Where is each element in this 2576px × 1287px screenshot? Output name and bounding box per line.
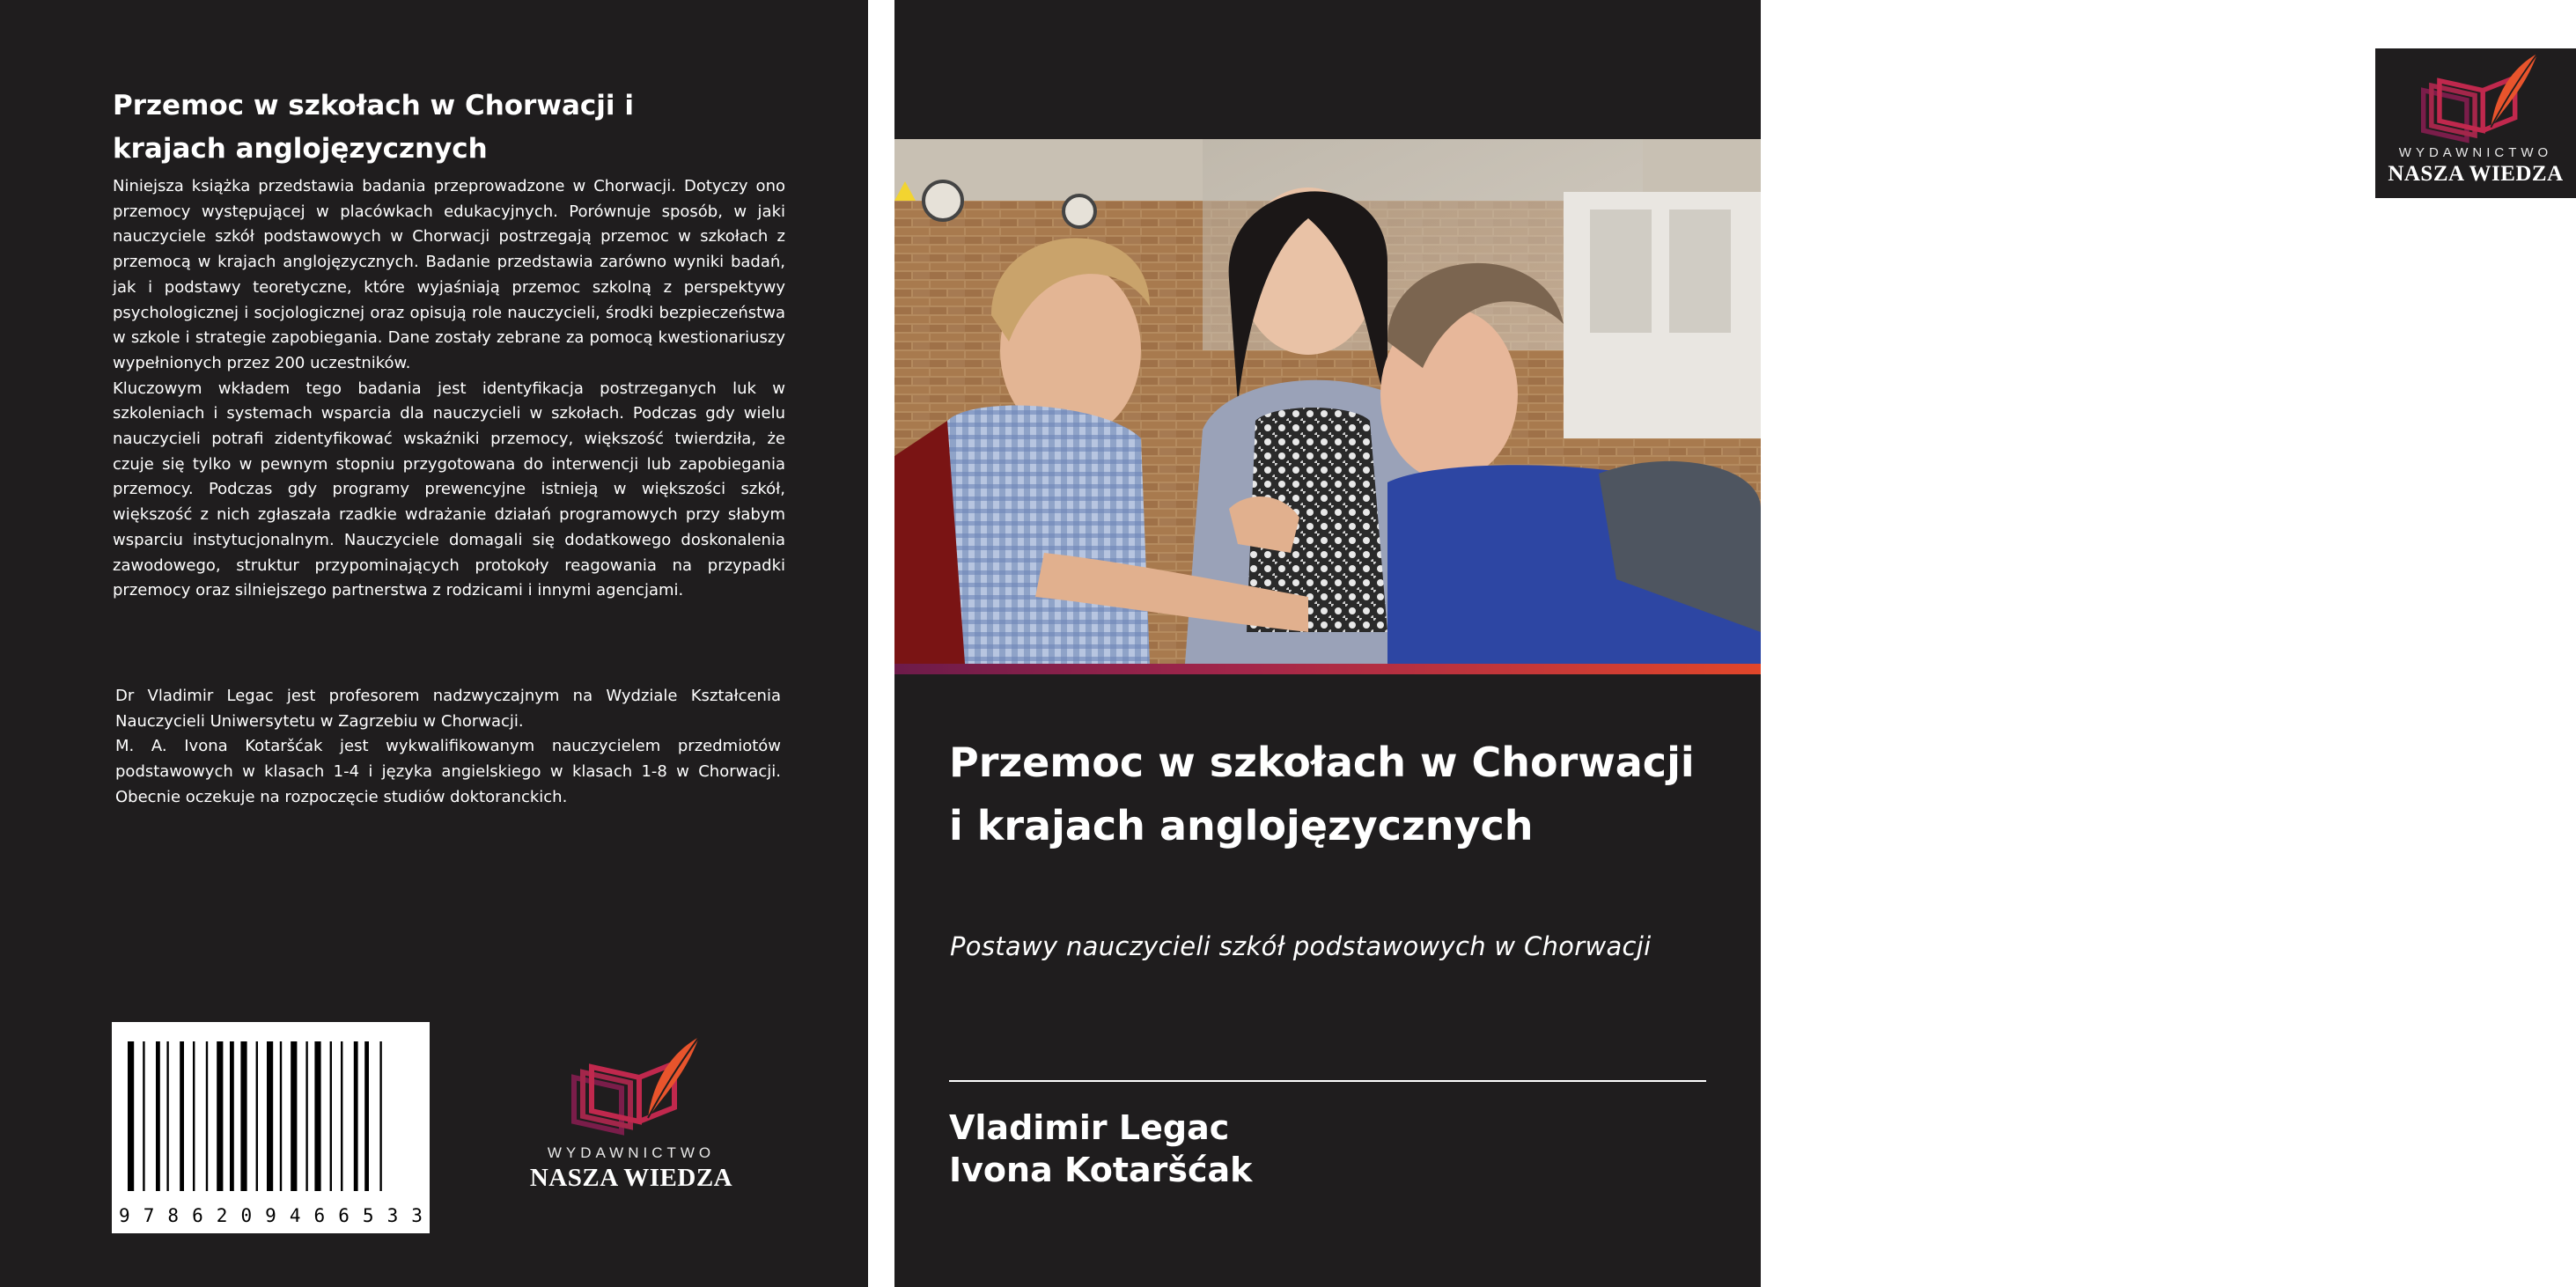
barcode-bar [364,1041,369,1191]
front-cover [894,0,2564,1287]
barcode-bar [193,1041,195,1191]
barcode-digit: 4 [289,1205,301,1226]
publisher-logo [521,1032,741,1199]
bio-paragraph: Dr Vladimir Legac jest profesorem nadzwyczajnym na Wydziale Kształcenia Nauczycieli Uniwersytetu w Zagrzebiu w Chorwacji. [115,687,781,731]
barcode-digits [119,1205,423,1226]
barcode-bar [280,1041,282,1191]
front-cover-title: Przemoc w szkołach w Chorwacji i krajach anglojęzycznych [949,739,1695,849]
barcode-bar [156,1041,160,1191]
book-feather-icon [2375,48,2576,145]
publisher-name: NASZA WIEDZA [2388,162,2564,186]
back-cover-title: Przemoc w szkołach w Chorwacji i krajach anglojęzycznych [113,90,634,165]
barcode-digit: 3 [411,1205,423,1226]
accent-stripe [894,664,1761,674]
barcode-bar [354,1041,358,1191]
barcode-bar [166,1041,168,1191]
publisher-name: NASZA WIEDZA [529,1164,733,1192]
front-cover-subtitle: Postawy nauczycieli szkół podstawowych w Chorwacji [950,931,1652,961]
barcode-bar [341,1041,342,1191]
barcode-bar [230,1041,234,1191]
publisher-logo [2375,48,2576,198]
publisher-word: WYDAWNICTWO [547,1144,716,1161]
publisher-word: WYDAWNICTWO [2398,145,2553,160]
barcode-bar [305,1041,307,1191]
barcode-digit: 9 [119,1205,130,1226]
description-paragraph: Niniejsza książka przedstawia badania przeprowadzone w Chorwacji. Dotyczy ono przemocy występującej w placówkach edukacyjnych. Porównuje sposób, w jaki nauczyciele szkół podstawowych w Chorwacji postrzegają przemoc w szkołach z przemocą w krajach anglojęzycznych. Badanie przedstawia zarówno wyniki badań, jak i podstawy teoretyczne, które wyjaśniają przemoc szkolną z perspektywy psychologicznej i socjologicznej oraz opisują role nauczycieli, środki bezpieczeństwa w szkole i strategie zapobiegania. Dane zostały zebrane za pomocą kwestionariuszy wypełnionych przez 200 uczestników. [113,177,785,372]
barcode-bar [206,1041,208,1191]
authors [949,1107,1706,1191]
back-cover-description [113,174,785,604]
barcode-digit: 5 [362,1205,374,1226]
barcode-bar [267,1041,273,1191]
divider [949,1080,1706,1082]
author-name: Ivona Kotaršćak [949,1151,1253,1189]
barcode-bar [256,1041,258,1191]
barcode-bar [314,1041,320,1191]
barcode-digit: 6 [313,1205,326,1226]
barcode-bar [180,1041,184,1191]
barcode-digit: 2 [216,1205,228,1226]
barcode-bar [217,1041,223,1191]
isbn-barcode [112,1022,430,1233]
barcode-digit: 6 [338,1205,350,1226]
bio-paragraph: M. A. Ivona Kotaršćak jest wykwalifikowanym nauczycielem przedmiotów podstawowych w klasach 1-4 i języka angielskiego w klasach 1-8 w Chorwacji. Obecnie oczekuje na rozpoczęcie studiów doktoranckich. [115,737,781,806]
barcode-digit: 3 [386,1205,399,1226]
barcode-digit: 7 [143,1205,155,1226]
barcode-bar [240,1041,247,1191]
barcode-digit: 0 [240,1205,253,1226]
cover-photo-illustration [894,139,1761,664]
barcode-bar [143,1041,144,1191]
author-bio [115,684,781,811]
barcode-bars [112,1022,430,1233]
barcode-digit: 8 [167,1205,180,1226]
book-feather-icon [521,1032,741,1137]
barcode-bar [330,1041,332,1191]
barcode-digit: 6 [192,1205,203,1226]
back-cover [0,0,868,1287]
cover-photo [894,139,1761,664]
description-paragraph: Kluczowym wkładem tego badania jest identyfikacja postrzeganych luk w szkoleniach i systemach wsparcia dla nauczycieli w szkołach. Podczas gdy wielu nauczycieli potrafi zidentyfikować wskaźniki przemocy, większość twierdziła, że czuje się tylko w pewnym stopniu przygotowana do interwencji lub zapobiegania przemocy. Podczas gdy programy prewencyjne istnieją w większości szkół, większość z nich zgłaszała rzadkie wdrażanie działań programowych przy słabym wsparciu instytucjonalnym. Nauczyciele domagali się dodatkowego doskonalenia zawodowego, struktur przypominających protokoły reagowania na przypadki przemocy oraz silniejszego partnerstwa z rodzicami i innymi agencjami. [113,379,785,600]
barcode-bar [379,1041,381,1191]
barcode-digit: 9 [265,1205,276,1226]
barcode-bar [291,1041,297,1191]
author-name: Vladimir Legac [949,1108,1230,1147]
barcode-bar [128,1041,134,1191]
